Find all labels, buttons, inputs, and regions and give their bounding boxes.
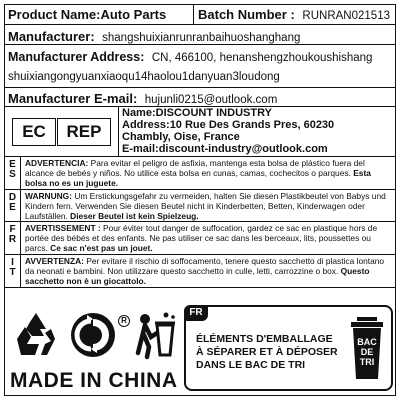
rep-box [57, 118, 111, 146]
recycle-icon [11, 311, 61, 359]
triman-text: ÉLÉMENTS D'EMBALLAGE À SÉPARER ET À DÉPOSER DANS LE BAC DE TRI [196, 333, 338, 371]
bin-icon [348, 315, 386, 383]
manufacturer-row [5, 25, 395, 45]
fr-tag: FR [184, 305, 208, 321]
product-label [4, 4, 396, 396]
green-dot-icon [69, 311, 117, 359]
warning-de [5, 190, 395, 222]
batch-number-label: Batch Number : [198, 7, 295, 22]
tidyman-icon [135, 311, 183, 363]
made-in-china: MADE IN CHINA [10, 369, 178, 392]
registered-mark: R [118, 315, 130, 327]
manufacturer-label: Manufacturer: [8, 29, 95, 44]
warning-text-es: ADVERTENCIA: Para evitar el peligro de asfixia, mantenga esta bolsa de plástico fuera del alcance de bebés y niños. No utilice esta bolsa en cunas, camas, cochecitos o parques. Esta bolsa no es un juguete. [25, 158, 371, 188]
warning-es [5, 157, 395, 190]
manufacturer-email-value: hujunli0215@outlook.com [144, 94, 278, 106]
ec-rep-row [5, 107, 395, 157]
triman-block [184, 305, 393, 391]
ec-rep-address-line1: 10 Rue Des Grands Pres, 60230 [169, 119, 335, 131]
product-row [5, 5, 395, 25]
lang-code-de: D E [5, 190, 21, 221]
batch-number-cell [194, 5, 395, 24]
ec-rep-name-label: Name: [122, 107, 156, 119]
manufacturer-address-line2: shuixiangongyuanxiaoqu14haolou1danyuan3loudong [8, 71, 280, 83]
ec-rep-details [122, 107, 395, 156]
rep-text: REP [66, 122, 102, 141]
manufacturer-address-row [5, 45, 395, 88]
ec-rep-email: discount-industry@outlook.com [158, 143, 328, 155]
ec-rep-name: DISCOUNT INDUSTRY [155, 107, 272, 119]
warning-fr [5, 222, 395, 255]
product-name-value: Auto Parts [100, 7, 167, 22]
ec-box [12, 118, 56, 146]
ec-rep-email-label: E-mail: [122, 143, 159, 155]
product-name-cell [5, 5, 194, 24]
ec-rep-symbol-cell [5, 107, 119, 156]
ec-rep-address-line2: Chambly, Oise, France [122, 131, 240, 143]
ec-rep-address-label: Address: [122, 119, 170, 131]
bin-text: BAC DE TRI [357, 337, 377, 367]
warning-it [5, 255, 395, 288]
lang-code-fr: F R [5, 222, 21, 254]
product-name-label: Product Name: [8, 7, 101, 22]
manufacturer-value: shangshuixianrunranbaihuoshanghang [102, 32, 301, 44]
warning-text-it: AVVERTENZA: Per evitare il rischio di soffocamento, tenere questo sacchetto di plastica lontano da neonati e bambini. Non utilizzare questo sacchetto in culle, letti, carrozzine o box. Questo sacchetto non è un giocattolo. [25, 256, 385, 286]
manufacturer-address-label: Manufacturer Address: [8, 50, 145, 64]
manufacturer-email-row [5, 88, 395, 107]
warning-text-fr: AVERTISSEMENT : Pour éviter tout danger de suffocation, gardez ce sac en plastique hors de portée des bébés et des enfants. Ne pas utiliser ce sac dans les berceaux, lits, poussettes ou parcs. Ce sac n'est pas un jouet. [25, 223, 378, 253]
warning-text-de: WARNUNG: Um Erstickungsgefahr zu vermeiden, halten Sie diesen Plastikbeutel von Babys und Kindern fern. Verwenden Sie diesen Beutel nicht in Kinderbetten, Betten, Kinderwagen oder Laufställen. Dieser Beutel ist kein Spielzeug. [25, 191, 386, 221]
lang-code-es: E S [5, 157, 21, 189]
manufacturer-address-line1: CN, 466100, henanshengzhoukoushishang [151, 52, 373, 64]
lang-code-it: I T [5, 255, 21, 287]
batch-number-value: RUNRAN021513 [302, 10, 390, 22]
manufacturer-email-label: Manufacturer E-mail: [8, 91, 138, 106]
ec-text: EC [22, 122, 46, 141]
